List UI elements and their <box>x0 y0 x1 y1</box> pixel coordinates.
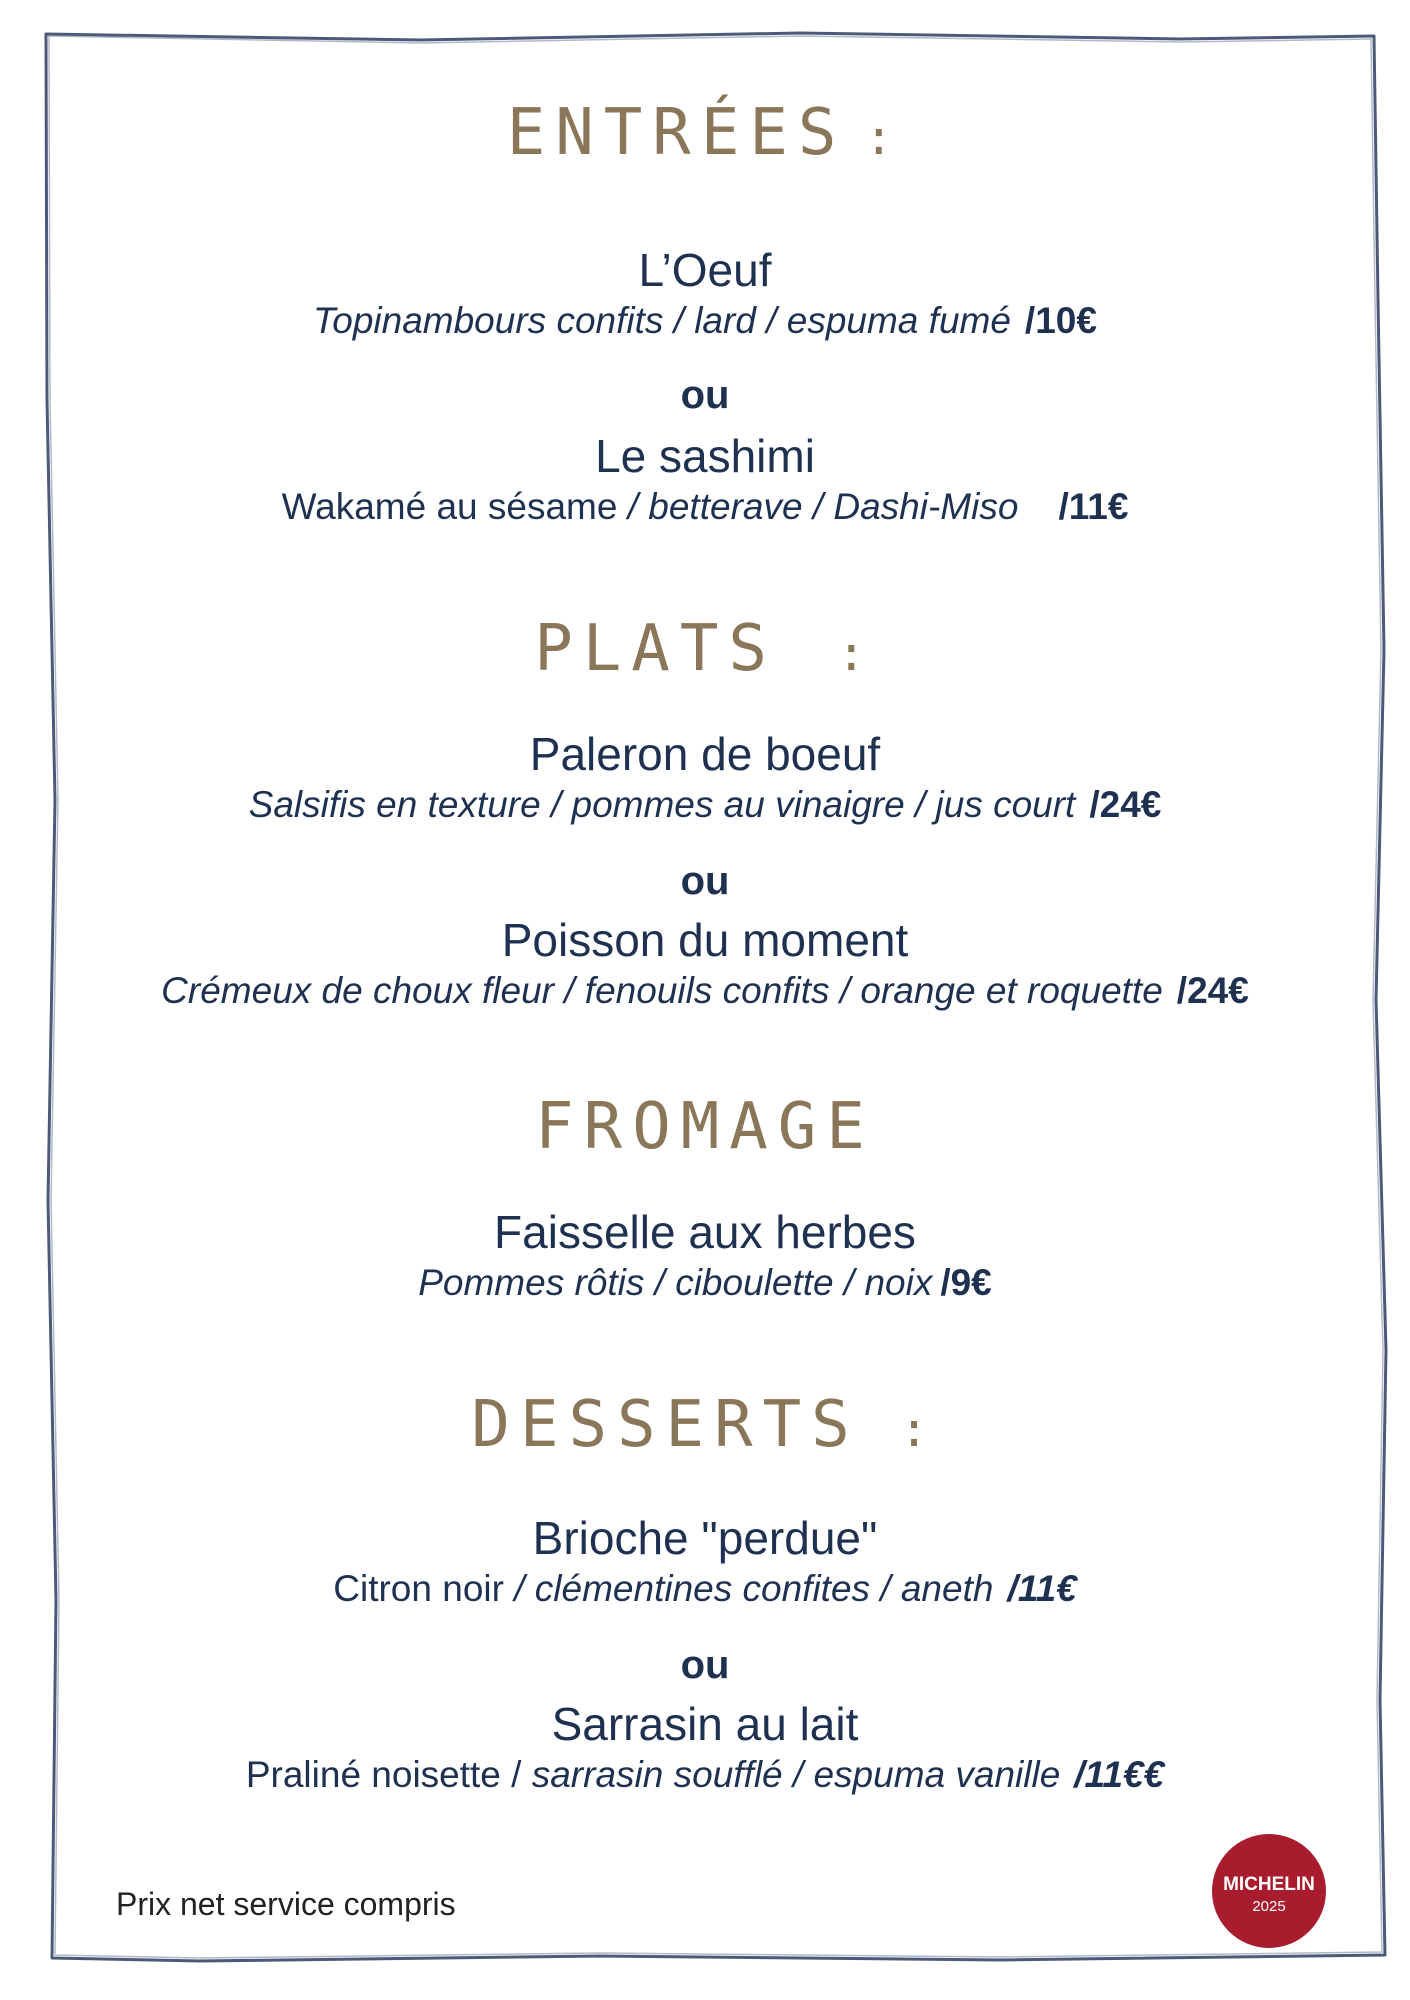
dish-name: L’Oeuf <box>638 244 772 296</box>
dish-description: Salsifis en texture / pommes au vinaigre / jus court /24€ <box>248 784 1162 825</box>
section-heading-entrees: ENTRÉES : <box>506 96 904 170</box>
dish-description: Citron noir / clémentines confites / aneth /11€ <box>333 1568 1077 1609</box>
dish-poisson <box>0 912 1410 1014</box>
dish-faisselle <box>0 1204 1410 1306</box>
dish-sarrasin <box>0 1696 1410 1798</box>
or-separator: ou <box>680 859 730 903</box>
footer-note: Prix net service compris <box>116 1886 456 1922</box>
price: /11€ <box>1058 486 1129 527</box>
section-heading-plats: PLATS : <box>534 612 876 686</box>
section-heading-fromage: FROMAGE <box>535 1090 875 1164</box>
price: /11€€ <box>1074 1754 1165 1795</box>
dish-brioche <box>0 1510 1410 1612</box>
badge-year: 2025 <box>1252 1898 1286 1915</box>
price: /10€ <box>1024 300 1097 341</box>
dish-paleron <box>0 726 1410 828</box>
dish-name: Poisson du moment <box>501 914 909 966</box>
price: /9€ <box>940 1262 992 1303</box>
dish-oeuf <box>0 242 1410 344</box>
price: /11€ <box>1007 1568 1077 1609</box>
dish-sashimi <box>0 428 1410 530</box>
michelin-badge <box>1212 1834 1326 1948</box>
dish-description: Wakamé au sésame / betterave / Dashi-Miso /11€ <box>281 486 1129 527</box>
dish-description: Crémeux de choux fleur / fenouils confits / orange et roquette /24€ <box>161 970 1249 1011</box>
price: /24€ <box>1176 970 1249 1011</box>
dish-name: Paleron de boeuf <box>529 728 881 780</box>
dish-description: Topinambours confits / lard / espuma fumé /10€ <box>313 300 1097 341</box>
dish-name: Brioche "perdue" <box>532 1512 878 1564</box>
dish-name: Le sashimi <box>595 430 815 482</box>
price: /24€ <box>1089 784 1162 825</box>
dish-description: Praliné noisette / sarrasin soufflé / espuma vanille /11€€ <box>245 1754 1165 1795</box>
or-separator: ou <box>680 373 730 417</box>
or-separator: ou <box>680 1643 730 1687</box>
dish-name: Sarrasin au lait <box>551 1698 859 1750</box>
dish-name: Faisselle aux herbes <box>494 1206 916 1258</box>
section-heading-desserts: DESSERTS : <box>471 1388 939 1462</box>
dish-description: Pommes rôtis / ciboulette / noix /9€ <box>418 1262 992 1303</box>
badge-label: MICHELIN <box>1223 1874 1315 1895</box>
